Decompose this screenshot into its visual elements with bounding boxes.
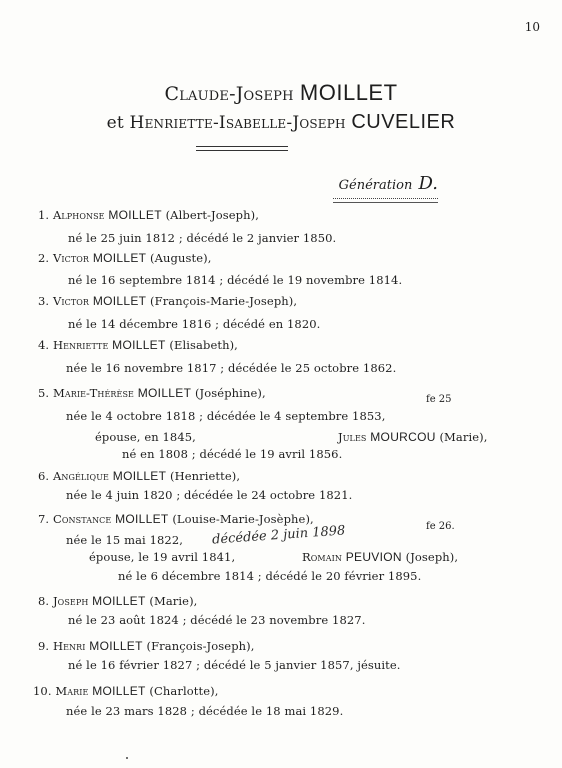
- entry-heading: [38, 469, 240, 483]
- entry-heading: [38, 251, 211, 265]
- entry-detail-line: née le 4 juin 1820 ; décédée le 24 octobre 1821.: [66, 488, 353, 502]
- entry-forenames: (Louise-Marie-Josèphe),: [172, 512, 314, 526]
- title-given-name-2: Henriette-Isabelle-Joseph: [129, 113, 346, 133]
- entry-detail-line: né le 16 septembre 1814 ; décédé le 19 novembre 1814.: [68, 273, 403, 287]
- entry-forenames: (François-Marie-Joseph),: [150, 294, 298, 308]
- entry-detail-line: né le 16 février 1827 ; décédé le 5 janvier 1857, jésuite.: [68, 658, 401, 672]
- entry-surname: MOILLET: [92, 684, 146, 698]
- entry-forenames: (Joséphine),: [194, 386, 266, 400]
- title-given-name-1: Claude-Joseph: [164, 83, 294, 105]
- spouse-detail-line: né en 1808 ; décédé le 19 avril 1856.: [122, 447, 343, 461]
- entry-surname: MOILLET: [89, 639, 143, 653]
- spouse-prefix: épouse, en 1845,: [95, 430, 196, 444]
- entry-forenames: (Auguste),: [150, 251, 212, 265]
- entry-given-name: Victor: [52, 251, 90, 265]
- entry-heading: [38, 338, 238, 352]
- entry-surname: MOILLET: [92, 594, 146, 608]
- entry-forenames: (Henriette),: [170, 469, 241, 483]
- entry-forenames: (Albert-Joseph),: [165, 208, 259, 222]
- spouse-heading: [302, 550, 458, 564]
- entry-detail-line: née le 16 novembre 1817 ; décédée le 25 octobre 1862.: [66, 361, 397, 375]
- spouse-surname: PEUVION: [345, 550, 402, 564]
- entry-number: 1.: [38, 208, 50, 222]
- title-prefix: et: [106, 113, 124, 133]
- entry-forenames: (François-Joseph),: [146, 639, 255, 653]
- entry-number: 8.: [38, 594, 50, 608]
- entry-number: 9.: [38, 639, 50, 653]
- generation-letter: D.: [418, 173, 438, 194]
- entry-detail-line: né le 14 décembre 1816 ; décédé en 1820.: [68, 317, 321, 331]
- spouse-heading: [338, 430, 488, 444]
- entry-given-name: Victor: [52, 294, 90, 308]
- entry-surname: MOILLET: [92, 294, 147, 308]
- spouse-given-name: Romain: [302, 550, 342, 564]
- spouse-forenames: (Joseph),: [405, 550, 459, 564]
- page-number: 10: [524, 20, 540, 34]
- entry-heading: [38, 386, 266, 400]
- entry-forenames: (Marie),: [149, 594, 198, 608]
- entry-surname: MOILLET: [137, 386, 192, 400]
- entry-number: 7.: [38, 512, 50, 526]
- entry-detail-line: née le 4 octobre 1818 ; décédée le 4 septembre 1853,: [66, 409, 386, 423]
- spouse-given-name: Jules: [338, 430, 367, 444]
- entry-given-name: Henri: [52, 639, 86, 653]
- entry-detail-line: né le 23 août 1824 ; décédé le 23 novembre 1827.: [68, 613, 366, 627]
- title-surname-1: MOILLET: [299, 80, 398, 105]
- entry-number: 6.: [38, 469, 50, 483]
- entry-given-name: Marie-Thérèse: [52, 386, 134, 400]
- entry-forenames: (Elisabeth),: [169, 338, 238, 352]
- entry-heading: [33, 684, 218, 698]
- entry-number: 5.: [38, 386, 50, 400]
- entry-heading: [38, 639, 255, 653]
- entry-surname: MOILLET: [112, 469, 167, 483]
- entry-surname: MOILLET: [108, 208, 162, 222]
- entry-number: 10.: [33, 684, 52, 698]
- folio-reference: fe 26.: [426, 521, 455, 532]
- entry-surname: MOILLET: [115, 512, 169, 526]
- entry-surname: MOILLET: [92, 251, 147, 265]
- entry-given-name: Henriette: [52, 338, 109, 352]
- handwritten-annotation: décédée 2 juin 1898: [211, 523, 346, 548]
- entry-forenames: (Charlotte),: [149, 684, 219, 698]
- entry-detail-line: née le 23 mars 1828 ; décédée le 18 mai 1829.: [66, 704, 344, 718]
- generation-label: Génération: [338, 178, 413, 193]
- entry-number: 3.: [38, 294, 50, 308]
- spouse-surname: MOURCOU: [370, 430, 436, 444]
- folio-reference: fe 25: [426, 394, 452, 405]
- entry-heading: [38, 208, 259, 222]
- entry-given-name: Marie: [55, 684, 89, 698]
- entry-detail-line: née le 15 mai 1822,: [66, 533, 184, 547]
- entry-surname: MOILLET: [112, 338, 166, 352]
- spouse-detail-line: né le 6 décembre 1814 ; décédé le 20 février 1895.: [118, 569, 422, 583]
- ink-dot: [126, 757, 128, 759]
- entry-heading: [38, 294, 297, 308]
- entry-number: 4.: [38, 338, 50, 352]
- entry-detail-line: né le 25 juin 1812 ; décédé le 2 janvier 1850.: [68, 231, 337, 245]
- spouse-forenames: (Marie),: [439, 430, 488, 444]
- entry-given-name: Constance: [52, 512, 112, 526]
- title-surname-2: CUVELIER: [351, 111, 456, 133]
- entry-given-name: Angélique: [52, 469, 110, 483]
- spouse-prefix: épouse, le 19 avril 1841,: [89, 550, 236, 564]
- entry-given-name: Alphonse: [52, 208, 105, 222]
- entry-number: 2.: [38, 251, 50, 265]
- entry-given-name: Joseph: [52, 594, 89, 608]
- entry-heading: [38, 512, 314, 526]
- entry-heading: [38, 594, 197, 608]
